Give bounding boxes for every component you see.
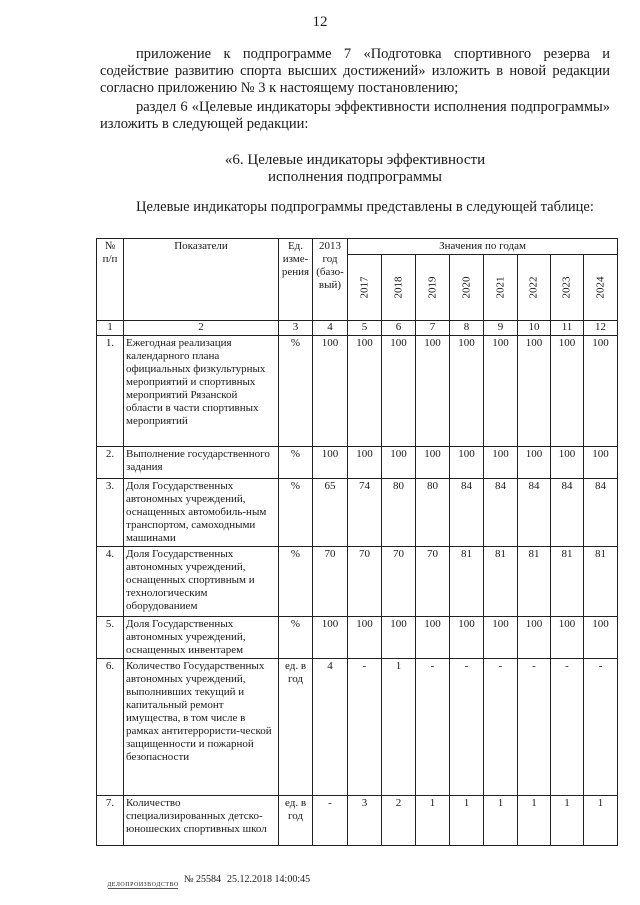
table-row [97, 659, 618, 796]
year-value: 1 [484, 796, 518, 846]
page-number: 12 [312, 14, 328, 30]
year-value: 100 [416, 617, 450, 659]
year-value: 74 [348, 479, 382, 547]
col-number: 5 [348, 321, 382, 336]
table-row [97, 447, 618, 479]
table-row [97, 479, 618, 547]
col-number: 1 [97, 321, 124, 336]
header-base: 2013 год (базо-вый) [313, 239, 348, 321]
base-value: 4 [313, 659, 348, 796]
year-value: 100 [584, 617, 618, 659]
year-value: 81 [551, 547, 584, 617]
row-number: 4. [97, 547, 124, 617]
col-number: 4 [313, 321, 348, 336]
year-value: 100 [382, 447, 416, 479]
header-values: Значения по годам [348, 239, 618, 255]
year-value: 84 [518, 479, 551, 547]
footer [108, 870, 310, 889]
base-value: 65 [313, 479, 348, 547]
col-number: 12 [584, 321, 618, 336]
table-row [97, 547, 618, 617]
year-value: 100 [382, 617, 416, 659]
doc-timestamp: 25.12.2018 14:00:45 [227, 874, 311, 885]
year-value: - [551, 659, 584, 796]
year-value: 100 [518, 447, 551, 479]
unit-cell: % [279, 336, 313, 447]
col-number: 11 [551, 321, 584, 336]
year-value: 100 [551, 336, 584, 447]
col-number: 7 [416, 321, 450, 336]
year-value: 80 [382, 479, 416, 547]
unit-cell: % [279, 547, 313, 617]
year-value: 100 [551, 617, 584, 659]
year-header: 2017 [348, 255, 382, 321]
year-value: - [518, 659, 551, 796]
year-value: 100 [382, 336, 416, 447]
section-heading [100, 152, 610, 186]
unit-cell: ед. в год [279, 796, 313, 846]
paragraph-section: раздел 6 «Целевые индикаторы эффективности исполнения подпрограммы» изложить в следующей редакции: [100, 99, 610, 132]
year-value: 2 [382, 796, 416, 846]
col-number: 3 [279, 321, 313, 336]
year-value: 84 [450, 479, 484, 547]
row-number: 6. [97, 659, 124, 796]
year-value: - [450, 659, 484, 796]
unit-cell: % [279, 447, 313, 479]
row-number: 1. [97, 336, 124, 447]
indicator-name: Доля Государственных автономных учреждений, оснащенных инвентарем [124, 617, 279, 659]
year-value: 1 [551, 796, 584, 846]
col-number: 6 [382, 321, 416, 336]
year-value: 100 [450, 447, 484, 479]
year-value: 100 [348, 336, 382, 447]
doc-number: № 25584 [184, 874, 222, 885]
heading-line-2: исполнения подпрограммы [267, 169, 443, 185]
header-unit: Ед. изме-рения [279, 239, 313, 321]
year-value: 100 [518, 336, 551, 447]
indicator-name: Выполнение государственного задания [124, 447, 279, 479]
year-value: 100 [348, 617, 382, 659]
year-value: 100 [484, 617, 518, 659]
col-number: 2 [124, 321, 279, 336]
year-header: 2018 [382, 255, 416, 321]
row-number: 3. [97, 479, 124, 547]
indicator-name: Ежегодная реализация календарного плана официальных физкультурных мероприятий и спортивных мероприятий Рязанской области в части спортивных мероприятий [124, 336, 279, 447]
year-value: 1 [382, 659, 416, 796]
paragraph-intro: Целевые индикаторы подпрограммы представлены в следующей таблице: [136, 199, 594, 215]
year-header: 2023 [551, 255, 584, 321]
year-value: 100 [551, 447, 584, 479]
year-value: 70 [348, 547, 382, 617]
year-value: 81 [450, 547, 484, 617]
year-value: 70 [382, 547, 416, 617]
year-value: 100 [348, 447, 382, 479]
column-number-row [97, 321, 618, 336]
year-value: 100 [584, 336, 618, 447]
indicator-name: Количество Государственных автономных учреждений, выполнивших текущий и капитальный ремонт имущества, в том числе в рамках антитеррористи-ческой защищенности и пожарной безопасности [124, 659, 279, 796]
col-number: 9 [484, 321, 518, 336]
indicators-table [96, 238, 618, 846]
header-name: Показатели [124, 239, 279, 321]
year-value: 70 [416, 547, 450, 617]
year-value: - [484, 659, 518, 796]
year-value: 84 [484, 479, 518, 547]
row-number: 2. [97, 447, 124, 479]
year-value: 1 [416, 796, 450, 846]
year-value: 84 [584, 479, 618, 547]
year-value: 100 [518, 617, 551, 659]
year-value: 81 [484, 547, 518, 617]
year-value: 80 [416, 479, 450, 547]
year-value: 100 [450, 617, 484, 659]
row-number: 7. [97, 796, 124, 846]
paragraph-appendix: приложение к подпрограмме 7 «Подготовка спортивного резерва и содействие развитию спорта высших достижений» изложить в новой редакции согласно приложению № 3 к настоящему постановлению; [100, 46, 610, 96]
year-value: 1 [518, 796, 551, 846]
year-value: 81 [584, 547, 618, 617]
year-value: 100 [484, 447, 518, 479]
year-value: 3 [348, 796, 382, 846]
year-value: 1 [584, 796, 618, 846]
year-value: 84 [551, 479, 584, 547]
year-value: - [348, 659, 382, 796]
year-value: 81 [518, 547, 551, 617]
col-number: 8 [450, 321, 484, 336]
unit-cell: ед. в год [279, 659, 313, 796]
registry-stamp: ДЕЛОПРОИЗВОДСТВО [108, 870, 178, 889]
row-number: 5. [97, 617, 124, 659]
base-value: 100 [313, 617, 348, 659]
year-header: 2019 [416, 255, 450, 321]
year-header: 2024 [584, 255, 618, 321]
heading-line-1: «6. Целевые индикаторы эффективности [224, 152, 486, 168]
base-value: 70 [313, 547, 348, 617]
base-value: - [313, 796, 348, 846]
year-value: 100 [584, 447, 618, 479]
indicator-name: Доля Государственных автономных учреждений, оснащенных спортивным и технологическим оборудованием [124, 547, 279, 617]
year-value: 100 [450, 336, 484, 447]
year-value: 1 [450, 796, 484, 846]
year-value: 100 [416, 447, 450, 479]
header-num: № п/п [97, 239, 124, 321]
table-row [97, 796, 618, 846]
year-header: 2022 [518, 255, 551, 321]
indicator-name: Количество специализированных детско-юношеских спортивных школ [124, 796, 279, 846]
table-row [97, 617, 618, 659]
unit-cell: % [279, 479, 313, 547]
year-value: 100 [416, 336, 450, 447]
indicator-name: Доля Государственных автономных учреждений, оснащенных автомобиль-ным транспортом, самоходными машинами [124, 479, 279, 547]
unit-cell: % [279, 617, 313, 659]
year-value: - [584, 659, 618, 796]
col-number: 10 [518, 321, 551, 336]
year-header: 2021 [484, 255, 518, 321]
year-value: 100 [484, 336, 518, 447]
year-header: 2020 [450, 255, 484, 321]
base-value: 100 [313, 336, 348, 447]
table-row [97, 336, 618, 447]
year-value: - [416, 659, 450, 796]
base-value: 100 [313, 447, 348, 479]
header-row-top [97, 239, 618, 255]
